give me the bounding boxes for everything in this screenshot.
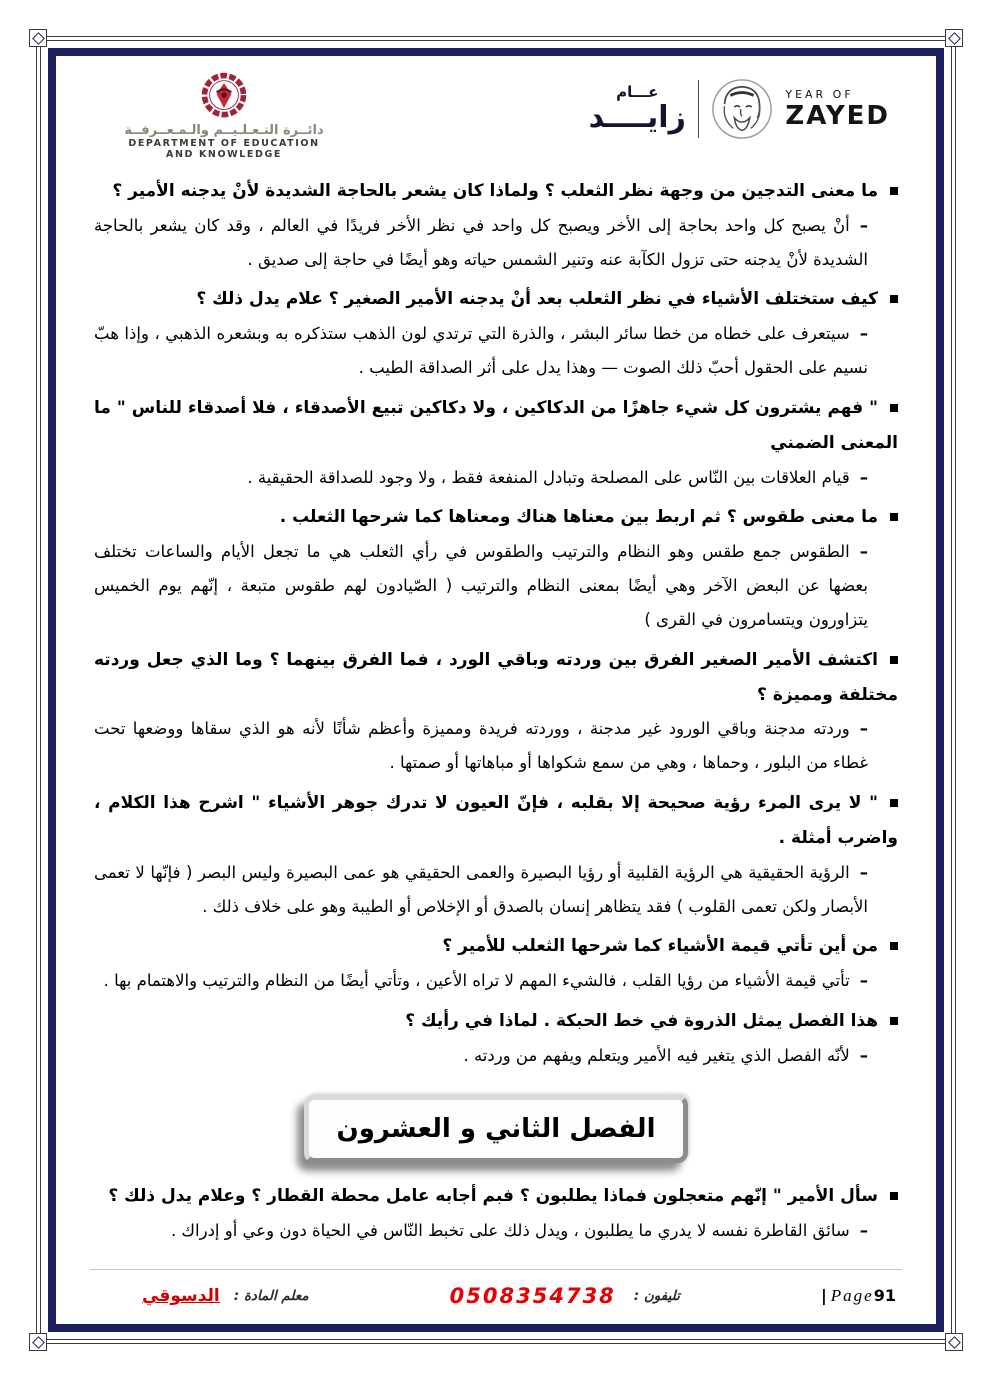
question <box>94 786 898 856</box>
square-bullet-icon <box>890 942 898 950</box>
answer <box>94 712 868 780</box>
chapter-title: الفصل الثاني و العشرون <box>336 1113 656 1144</box>
answer-text: أنْ يصبح كل واحد بحاجة إلى الأخر ويصبح كل واحد في نظر الأخر فريدًا في العالم ، وقد كان يشعر بالحاجة الشديدة لأنْ يدجنه حتى تزول الكآبة عنه وتنير الشمس حياته وهو أيضًا في حاجة إلى صديق . <box>94 215 868 269</box>
question-text: ما معنى التدجين من وجهة نظر الثعلب ؟ ولماذا كان يشعر بالحاجة الشديدة لأنْ يدجنه الأمير ؟ <box>112 181 878 201</box>
dash-bullet-icon: – <box>859 1220 868 1240</box>
page-content <box>56 56 936 1324</box>
question-text: كيف ستختلف الأشياء في نظر الثعلب بعد أنْ يدجنه الأمير الصغير ؟ علام يدل ذلك ؟ <box>196 289 878 310</box>
answer <box>94 209 868 277</box>
answer <box>94 856 868 924</box>
square-bullet-icon <box>890 1192 898 1200</box>
question <box>94 500 898 535</box>
answer <box>94 964 868 998</box>
footer-page <box>821 1286 896 1306</box>
dash-bullet-icon: – <box>859 215 868 235</box>
question-text: هذا الفصل يمثل الذروة في خط الحبكة . لماذا في رأيك ؟ <box>405 1011 878 1031</box>
question <box>94 929 898 964</box>
corner-ornament-icon <box>29 29 47 47</box>
question <box>94 1004 898 1039</box>
qa-item <box>94 391 898 495</box>
question-text: ما معنى طقوس ؟ ثم اربط بين معناها هناك ومعناها كما شرحها الثعلب . <box>279 507 878 528</box>
chapter-title-box <box>304 1095 689 1163</box>
question <box>94 282 898 317</box>
qa-item <box>94 643 898 780</box>
teacher-label: معلم المادة : <box>233 1288 309 1304</box>
question-text: " فهم يشترون كل شيء جاهزًا من الدكاكين ، ولا دكاكين تبيع الأصدقاء ، فلا أصدقاء للناس " ما المعنى الضمني <box>94 397 898 453</box>
square-bullet-icon <box>890 1017 898 1025</box>
zayed-portrait-icon <box>711 78 773 140</box>
square-bullet-icon <box>890 295 898 303</box>
answer-text: لأنّه الفصل الذي يتغير فيه الأمير ويتعلم ويفهم من وردته . <box>463 1045 850 1065</box>
answer-text: سائق القاطرة نفسه لا يدري ما يطلبون ، ويدل ذلك على تخبط النّاس في الحياة دون وعي أو إدراك . <box>170 1220 850 1240</box>
zayed-english-block <box>785 88 890 131</box>
separator: | <box>820 1286 827 1305</box>
dash-bullet-icon: – <box>859 971 868 991</box>
phone-label: تليفون : <box>633 1288 680 1304</box>
chapter-title-container <box>94 1095 898 1163</box>
corner-ornament-icon <box>945 29 963 47</box>
dash-bullet-icon: – <box>859 719 868 739</box>
qa-item <box>94 500 898 636</box>
qa-content <box>90 174 902 1269</box>
footer <box>90 1269 902 1310</box>
square-bullet-icon <box>890 187 898 195</box>
answer-text: الرؤية الحقيقية هي الرؤية القلبية أو رؤيا البصيرة والعمى الحقيقي هو عمى البصيرة وليس البصر ( فإنّها لا تعمى الأبصار ولكن تعمى القلوب ) فقد يتظاهر إنسان بالصدق أو الإخلاص أو الطيبة وهو على خلاف ذلك . <box>94 862 868 916</box>
zayed-arabic-calligraphy <box>589 84 686 134</box>
year-of-text: YEAR OF <box>785 87 854 101</box>
answer <box>94 535 868 636</box>
square-bullet-icon <box>890 513 898 521</box>
dash-bullet-icon: – <box>859 862 868 882</box>
doe-english-name-line1: DEPARTMENT OF EDUCATION <box>128 138 320 149</box>
answer <box>94 461 868 495</box>
question <box>94 1179 898 1214</box>
answer-text: تأتي قيمة الأشياء من رؤيا القلب ، فالشيء المهم لا تراه الأعين ، وتأتي أيضًا من النظام والترتيب والاهتمام بها . <box>103 971 850 991</box>
qa-item <box>94 282 898 384</box>
question-text: " لا يرى المرء رؤية صحيحة إلا بقلبه ، فإنّ العيون لا تدرك جوهر الأشياء " اشرح هذا الكلام ، واضرب أمثلة . <box>94 793 898 848</box>
aam-arabic-text: عـــام <box>616 83 659 102</box>
zayed-english-text: ZAYED <box>785 100 890 131</box>
qa-item <box>94 1004 898 1073</box>
teacher-name: الدسوقي <box>142 1286 220 1306</box>
page-number: 91 <box>873 1286 896 1305</box>
corner-ornament-icon <box>29 1333 47 1351</box>
answer-text: سيتعرف على خطاه من خطا سائر البشر ، والذرة التي ترتدي لون الذهب ستذكره به وبشعره الذهبي ، وإذا هبّ نسيم على الحقول أحبّ ذلك الصوت — وهذا يدل على أثر الصداقة الطيب . <box>94 324 868 378</box>
qa-item <box>94 174 898 276</box>
answer <box>94 317 868 385</box>
dash-bullet-icon: – <box>859 324 868 344</box>
question <box>94 643 898 713</box>
page-label: Page <box>830 1286 874 1305</box>
question <box>94 391 898 461</box>
qa-item <box>94 786 898 923</box>
answer <box>94 1214 868 1248</box>
qa-item <box>94 1179 898 1248</box>
question-text: من أين تأتي قيمة الأشياء كما شرحها الثعلب للأمير ؟ <box>442 936 878 957</box>
question-text: اكتشف الأمير الصغير الفرق بين وردته وباقي الورد ، فما الفرق بينهما ؟ وما الذي جعل وردته مختلفة ومميزة ؟ <box>94 649 898 705</box>
doe-logo <box>94 70 354 160</box>
footer-teacher <box>142 1286 309 1306</box>
year-of-zayed-logo <box>589 78 890 140</box>
corner-ornament-icon <box>945 1333 963 1351</box>
phone-number: 0508354738 <box>449 1284 616 1308</box>
header <box>90 66 902 162</box>
square-bullet-icon <box>890 656 898 664</box>
footer-phone <box>450 1284 680 1308</box>
square-bullet-icon <box>890 799 898 807</box>
dash-bullet-icon: – <box>859 1045 868 1065</box>
question-text: سأل الأمير " إنّهم متعجلون فماذا يطلبون ؟ فبم أجابه عامل محطة القطار ؟ وعلام يدل ذلك ؟ <box>108 1185 878 1206</box>
square-bullet-icon <box>890 404 898 412</box>
answer-text: وردته مدجنة وباقي الورود غير مدجنة ، ووردته فريدة ومميزة وأعظم شأنًا لأنه هو الذي سقاها ووضعها تحت غطاء من البلور ، وحماها ، وهي من سمع شكواها أو مباهاتها أو صمتها . <box>94 719 868 773</box>
doe-english-name-line2: AND KNOWLEDGE <box>166 149 282 160</box>
answer <box>94 1039 868 1073</box>
answer-text: قيام العلاقات بين النّاس على المصلحة وتبادل المنفعة فقط ، ولا وجود للصداقة الحقيقية . <box>247 467 850 487</box>
question <box>94 174 898 209</box>
dash-bullet-icon: – <box>859 542 868 562</box>
logo-divider <box>698 80 700 138</box>
doe-emblem-icon <box>187 70 261 122</box>
answer-text: الطقوس جمع طقس وهو النظام والترتيب والطقوس في رأي الثعلب هي ما تجعل الأيام والساعات تختلف بعضها عن البعض الآخر وهي أيضًا بمعنى النظام والترتيب ( الصّيادون لهم طقوس متبعة ، إنّهم يوم الخميس يتزاورون ويتسامرون في القرى ) <box>94 542 868 629</box>
doe-arabic-name: دائــرة التـعـلـيــم والـمـعــرفــة <box>124 123 324 138</box>
zayed-arabic-text: زايــــد <box>588 99 686 135</box>
qa-item <box>94 929 898 998</box>
dash-bullet-icon: – <box>859 467 868 487</box>
